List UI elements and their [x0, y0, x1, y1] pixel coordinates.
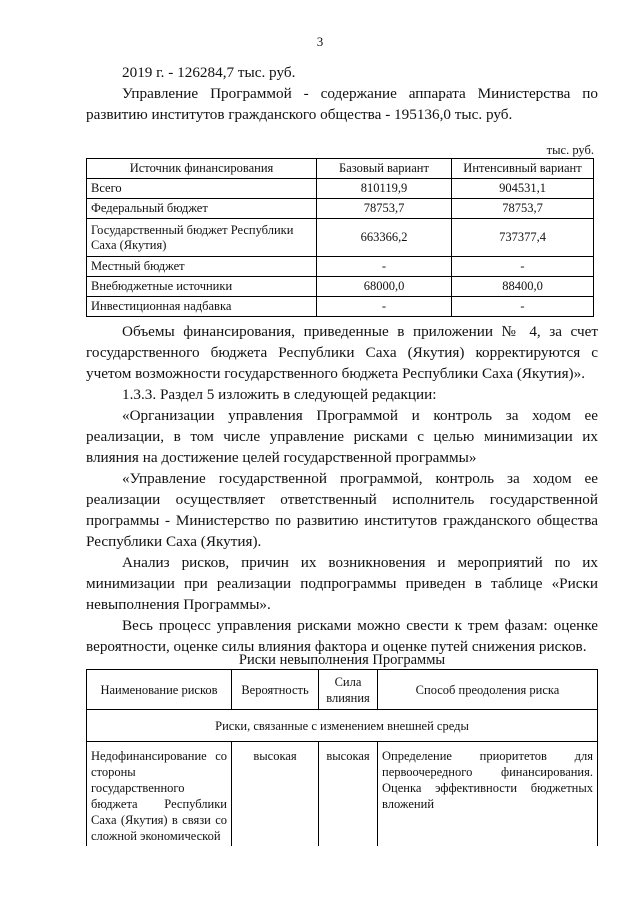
paragraph-risk-phases: Весь процесс управления рисками можно свести к трем фазам: оценке вероятности, оценке силы влияния фактора и оценке путей снижения рисков.: [86, 617, 598, 655]
paragraph-program-control: «Управление государственной программой, контроль за ходом ее реализации осуществляет ответственный исполнитель государственной программы - Министерство по развитию институтов гражданского общества Республики Саха (Якутия).: [86, 470, 598, 550]
page-number: 3: [316, 34, 324, 49]
cell-base: 68000,0: [317, 277, 452, 297]
header-source: Источник финансирования: [87, 159, 317, 179]
paragraph-section-5: 1.3.3. Раздел 5 изложить в следующей редакции:: [122, 386, 437, 403]
cell-base: 663366,2: [317, 219, 452, 257]
paragraph-funding-adjustment: Объемы финансирования, приведенные в приложении № 4, за счет государственного бюджета Республики Саха (Якутия) корректируются с учетом возможности государственного бюджета Республики Саха (Якутия)».: [86, 323, 598, 382]
cell-source: Внебюджетные источники: [87, 277, 317, 297]
paragraph-section-title-quote: «Организации управления Программой и контроль за ходом ее реализации, в том числе управление рисками с целью минимизации их влияния на достижение целей государственной программы»: [86, 407, 598, 466]
cell-intensive: -: [452, 297, 594, 317]
cell-source: Местный бюджет: [87, 257, 317, 277]
units-label: тыс. руб.: [546, 143, 594, 157]
risk-table: [86, 669, 598, 846]
risk-table-title: Риски невыполнения Программы: [238, 652, 446, 668]
cell-intensive: 78753,7: [452, 199, 594, 219]
paragraph-2019-funding: 2019 г. - 126284,7 тыс. руб.: [122, 64, 296, 81]
table-row: [87, 199, 594, 219]
financing-table: [86, 158, 594, 317]
cell-mitigation: Определение приоритетов для первоочередного финансирования. Оценка эффективности бюджетных вложений: [378, 742, 598, 847]
table-row: [87, 277, 594, 297]
paragraph-program-management: Управление Программой - содержание аппарата Министерства по развитию институтов гражданского общества - 195136,0 тыс. руб.: [86, 85, 598, 123]
cell-intensive: 904531,1: [452, 179, 594, 199]
cell-source: Федеральный бюджет: [87, 199, 317, 219]
cell-base: 78753,7: [317, 199, 452, 219]
table-row: [87, 742, 598, 847]
cell-base: -: [317, 257, 452, 277]
cell-impact: высокая: [319, 742, 378, 847]
table-row: [87, 257, 594, 277]
cell-base: 810119,9: [317, 179, 452, 199]
cell-probability: высокая: [232, 742, 319, 847]
header-risk-name: Наименование рисков: [87, 670, 232, 710]
cell-source: Инвестиционная надбавка: [87, 297, 317, 317]
table-header-row: [87, 670, 598, 710]
table-row: [87, 219, 594, 257]
header-base: Базовый вариант: [317, 159, 452, 179]
table-row: [87, 297, 594, 317]
cell-intensive: 737377,4: [452, 219, 594, 257]
header-impact: Сила влияния: [319, 670, 378, 710]
table-header-row: [87, 159, 594, 179]
cell-source: Всего: [87, 179, 317, 199]
table-group-row: [87, 710, 598, 742]
cell-intensive: 88400,0: [452, 277, 594, 297]
header-intensive: Интенсивный вариант: [452, 159, 594, 179]
paragraph-risk-analysis: Анализ рисков, причин их возникновения и мероприятий по их минимизации при реализации подпрограммы приведен в таблице «Риски невыполнения Программы».: [86, 554, 598, 613]
header-mitigation: Способ преодоления риска: [378, 670, 598, 710]
header-probability: Вероятность: [232, 670, 319, 710]
cell-risk-name: Недофинансирование со стороны государственного бюджета Республики Саха (Якутия) в связи со сложной экономической: [87, 742, 232, 847]
group-label: Риски, связанные с изменением внешней среды: [87, 710, 598, 742]
cell-base: -: [317, 297, 452, 317]
cell-intensive: -: [452, 257, 594, 277]
cell-source: Государственный бюджет Республики Саха (Якутия): [87, 219, 317, 257]
table-row: [87, 179, 594, 199]
